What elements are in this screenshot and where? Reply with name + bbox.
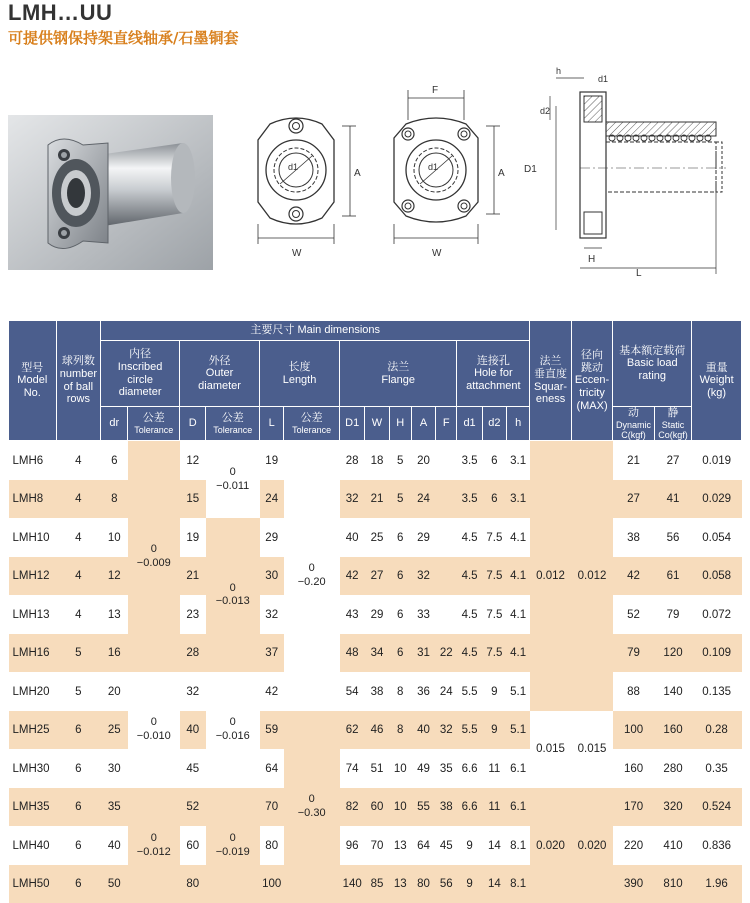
model-cell: LMH40 — [12, 839, 50, 852]
squareness-cell: 0.012 — [530, 441, 572, 711]
header-outer-diameter: 外径 Outer diameter — [180, 341, 260, 407]
eccentricity-cell: 0.015 — [571, 711, 613, 788]
cell-f: 22 — [436, 634, 457, 673]
cell-d1: 28 — [345, 454, 359, 467]
cell-h: 4.1 — [510, 608, 527, 621]
bearing-photo — [8, 115, 213, 270]
d-tolerance-cell: 0 −0.013 — [206, 518, 260, 672]
cell-f — [436, 595, 457, 634]
cell-f: 24 — [439, 685, 453, 698]
outer-d-cell: 52 — [180, 788, 206, 827]
header-squareness: 法兰 垂直度 Squar- eness — [530, 321, 572, 441]
cell-a: 36 — [417, 685, 430, 698]
cell-d2: 14 — [482, 865, 506, 903]
table-row — [9, 672, 742, 711]
cell-h: 5 — [389, 480, 411, 519]
dynamic-load-cell: 21 — [627, 454, 640, 467]
d2-label: d2 — [540, 106, 551, 116]
cell-d2: 7.5 — [482, 634, 506, 673]
side-d1-label: d1 — [598, 74, 609, 84]
cell-w: 29 — [370, 608, 384, 621]
dr-cell: 8 — [101, 480, 128, 519]
subheader-static: 静 Static Co(kgf) — [654, 407, 691, 441]
ball-rows-cell: 6 — [56, 865, 101, 903]
D1-label: D1 — [524, 164, 537, 175]
cell-d1: 6.6 — [461, 762, 478, 775]
subheader-F: F — [436, 407, 457, 441]
ball-rows-cell: 6 — [75, 839, 82, 852]
cell-w: 18 — [370, 454, 384, 467]
cell-d1: 96 — [345, 839, 359, 852]
model-cell: LMH25 — [9, 711, 57, 750]
ball-rows-cell: 4 — [75, 454, 82, 467]
squareness-cell: 0.015 — [530, 711, 572, 788]
length-cell: 70 — [260, 788, 284, 827]
cell-h: 3.1 — [507, 480, 530, 519]
table-row — [9, 788, 742, 827]
outer-d-cell: 12 — [186, 454, 200, 467]
dr-cell: 13 — [107, 608, 121, 621]
length-cell: 80 — [265, 839, 279, 852]
static-load-cell: 79 — [666, 608, 680, 621]
ball-rows-cell: 4 — [56, 480, 101, 519]
model-cell: LMH35 — [9, 788, 57, 827]
dr-cell: 40 — [107, 839, 121, 852]
outer-d-cell: 28 — [180, 634, 206, 673]
length-cell: 42 — [265, 685, 279, 698]
subheader-D-tolerance: 公差 Tolerance — [206, 407, 260, 441]
cell-w: 70 — [370, 839, 384, 852]
cell-d1: 6.6 — [457, 788, 482, 827]
cell-h: 5.1 — [510, 685, 527, 698]
header-flange: 法兰 Flange — [340, 341, 457, 407]
static-load-cell: 120 — [654, 634, 691, 673]
cell-f — [436, 480, 457, 519]
static-load-cell: 140 — [663, 685, 683, 698]
static-load-cell: 41 — [654, 480, 691, 519]
dynamic-load-cell: 100 — [613, 711, 655, 750]
d1-label-2: d1 — [428, 162, 439, 172]
cell-a: 24 — [411, 480, 435, 519]
static-load-cell: 810 — [654, 865, 691, 903]
length-cell: 59 — [260, 711, 284, 750]
a-label: A — [354, 168, 361, 179]
cell-a: 33 — [417, 608, 430, 621]
cell-d1: 43 — [345, 608, 359, 621]
model-cell: LMH20 — [12, 685, 50, 698]
dr-cell: 35 — [101, 788, 128, 827]
cell-d1: 5.5 — [457, 711, 482, 750]
cell-d2: 7.5 — [482, 557, 506, 596]
weight-cell: 0.836 — [702, 839, 732, 852]
weight-cell: 0.019 — [702, 454, 732, 467]
cell-a: 55 — [411, 788, 435, 827]
cell-a: 49 — [417, 762, 430, 775]
outer-d-cell: 15 — [180, 480, 206, 519]
header-length: 长度 Length — [260, 341, 340, 407]
d-tolerance-cell: 0 −0.011 — [206, 441, 260, 519]
eccentricity-cell: 0.012 — [571, 441, 613, 711]
cell-d1: 40 — [345, 531, 359, 544]
dr-cell: 12 — [101, 557, 128, 596]
cell-h: 6 — [397, 608, 404, 621]
outer-d-cell: 80 — [180, 865, 206, 903]
cell-f: 35 — [439, 762, 453, 775]
table-row — [9, 480, 742, 519]
cell-h: 6 — [397, 531, 404, 544]
length-cell: 37 — [260, 634, 284, 673]
cell-d1: 3.5 — [461, 454, 478, 467]
ball-rows-cell: 6 — [56, 788, 101, 827]
cell-d1: 4.5 — [461, 608, 478, 621]
weight-cell: 0.072 — [702, 608, 732, 621]
weight-cell: 0.054 — [702, 531, 732, 544]
cell-d1: 3.5 — [457, 480, 482, 519]
header-attachment-hole: 连接孔 Hole for attachment — [457, 341, 530, 407]
cell-a: 20 — [417, 454, 430, 467]
cell-f — [436, 557, 457, 596]
cell-d1: 74 — [345, 762, 359, 775]
product-subtitle: 可提供钢保持架直线轴承/石墨铜套 — [8, 29, 239, 47]
ball-rows-cell: 4 — [75, 531, 82, 544]
dynamic-load-cell: 79 — [613, 634, 655, 673]
cell-w: 60 — [365, 788, 389, 827]
outer-d-cell: 19 — [186, 531, 200, 544]
cell-d1: 5.5 — [461, 685, 478, 698]
a-label-2: A — [498, 168, 505, 179]
front-view-drawing — [250, 112, 368, 262]
cell-a: 29 — [417, 531, 430, 544]
cell-h: 8.1 — [510, 839, 527, 852]
cell-d2: 7.5 — [486, 531, 503, 544]
weight-cell: 0.109 — [692, 634, 742, 673]
cell-d1: 4.5 — [461, 531, 478, 544]
ball-rows-cell: 4 — [56, 557, 101, 596]
cell-f: 38 — [436, 788, 457, 827]
cell-h: 13 — [389, 865, 411, 903]
header-ball-rows: 球列数 number of ball rows — [56, 321, 101, 441]
cell-w: 27 — [365, 557, 389, 596]
dynamic-load-cell: 42 — [613, 557, 655, 596]
cell-h: 6 — [389, 634, 411, 673]
table-row — [9, 595, 742, 634]
subheader-dynamic: 动 Dynamic C(kgf) — [613, 407, 655, 441]
cell-h: 6 — [389, 557, 411, 596]
cell-w: 38 — [370, 685, 384, 698]
cell-w: 51 — [370, 762, 384, 775]
length-cell: 29 — [265, 531, 279, 544]
model-cell: LMH30 — [12, 762, 50, 775]
dimensions-table — [8, 320, 742, 903]
dynamic-load-cell: 88 — [627, 685, 640, 698]
cell-w: 34 — [365, 634, 389, 673]
weight-cell: 0.058 — [692, 557, 742, 596]
subheader-W: W — [365, 407, 389, 441]
cell-h: 4.1 — [507, 557, 530, 596]
dr-cell: 16 — [101, 634, 128, 673]
subheader-D: D — [180, 407, 206, 441]
l-tolerance-cell: 0 −0.30 — [284, 711, 340, 903]
cell-h: 5.1 — [507, 711, 530, 750]
weight-cell: 0.135 — [702, 685, 732, 698]
cell-h: 8 — [389, 711, 411, 750]
static-load-cell: 56 — [666, 531, 680, 544]
ball-rows-cell: 6 — [56, 711, 101, 750]
cell-h: 5 — [397, 454, 404, 467]
cell-d2: 11 — [488, 762, 501, 775]
header-eccentricity: 径向 跳动 Eccen- tricity (MAX) — [571, 321, 613, 441]
cell-a: 32 — [411, 557, 435, 596]
header-main-dimensions: 主要尺寸 Main dimensions — [101, 321, 530, 341]
static-load-cell: 280 — [663, 762, 683, 775]
front-view-square-drawing — [390, 80, 510, 262]
model-cell: LMH50 — [9, 865, 57, 903]
w-label: W — [292, 248, 302, 259]
cell-d1: 9 — [466, 839, 473, 852]
subheader-A: A — [411, 407, 435, 441]
outer-d-cell: 40 — [180, 711, 206, 750]
cell-f: 56 — [436, 865, 457, 903]
h-label: h — [556, 66, 562, 76]
header-load-rating: 基本额定载荷 Basic load rating — [613, 321, 692, 407]
ball-rows-cell: 5 — [56, 634, 101, 673]
dr-cell: 50 — [101, 865, 128, 903]
d1-label: d1 — [288, 162, 299, 172]
dynamic-load-cell: 52 — [627, 608, 640, 621]
header-weight: 重量 Weight (kg) — [692, 321, 742, 441]
cell-d1: 82 — [340, 788, 365, 827]
cell-h: 10 — [393, 762, 407, 775]
dr-tolerance-cell: 0 −0.010 — [128, 672, 180, 788]
dynamic-load-cell: 390 — [613, 865, 655, 903]
cell-h: 10 — [389, 788, 411, 827]
eccentricity-cell: 0.020 — [571, 788, 613, 903]
cell-d2: 7.5 — [486, 608, 503, 621]
cell-d1: 9 — [457, 865, 482, 903]
l-tolerance-cell: 0 −0.20 — [284, 441, 340, 711]
dr-cell: 25 — [101, 711, 128, 750]
dr-tolerance-cell: 0 −0.012 — [128, 788, 180, 903]
table-row — [9, 826, 742, 865]
length-cell: 100 — [260, 865, 284, 903]
table-row — [9, 711, 742, 750]
table-row — [9, 634, 742, 673]
static-load-cell: 61 — [654, 557, 691, 596]
subheader-dr: dr — [101, 407, 128, 441]
dynamic-load-cell: 38 — [627, 531, 640, 544]
H-label: H — [588, 254, 596, 265]
cell-a: 64 — [417, 839, 430, 852]
ball-rows-cell: 4 — [75, 608, 82, 621]
length-cell: 64 — [265, 762, 279, 775]
cell-d2: 6 — [482, 480, 506, 519]
ball-rows-cell: 5 — [75, 685, 82, 698]
static-load-cell: 27 — [666, 454, 680, 467]
cell-h: 6.1 — [507, 788, 530, 827]
dynamic-load-cell: 160 — [623, 762, 644, 775]
subheader-L-tolerance: 公差 Tolerance — [284, 407, 340, 441]
dr-cell: 30 — [107, 762, 121, 775]
cell-w: 25 — [370, 531, 384, 544]
side-section-drawing — [520, 62, 744, 280]
cell-d2: 9 — [491, 685, 498, 698]
cell-f: 32 — [436, 711, 457, 750]
cell-a: 31 — [411, 634, 435, 673]
cell-f — [436, 518, 457, 557]
weight-cell: 0.28 — [692, 711, 742, 750]
header-inner-diameter: 内径 Inscribed circle diameter — [101, 341, 180, 407]
d-tolerance-cell: 0 −0.019 — [206, 788, 260, 903]
length-cell: 19 — [265, 454, 279, 467]
cell-d2: 14 — [487, 839, 501, 852]
length-cell: 24 — [260, 480, 284, 519]
cell-d1: 54 — [345, 685, 359, 698]
subheader-D1: D1 — [340, 407, 365, 441]
cell-d1: 48 — [340, 634, 365, 673]
dr-cell: 10 — [107, 531, 121, 544]
cell-w: 85 — [365, 865, 389, 903]
cell-w: 46 — [365, 711, 389, 750]
cell-h: 8.1 — [507, 865, 530, 903]
cell-d1: 140 — [340, 865, 365, 903]
weight-cell: 0.524 — [692, 788, 742, 827]
cell-f — [436, 441, 457, 480]
subheader-d1: d1 — [457, 407, 482, 441]
weight-cell: 1.96 — [692, 865, 742, 903]
table-row — [9, 865, 742, 903]
weight-cell: 0.35 — [705, 762, 728, 775]
outer-d-cell: 32 — [186, 685, 200, 698]
cell-d2: 9 — [482, 711, 506, 750]
L-label: L — [636, 268, 642, 279]
table-row — [9, 557, 742, 596]
cell-d1: 4.5 — [457, 557, 482, 596]
model-cell: LMH6 — [12, 454, 44, 467]
cell-d2: 6 — [491, 454, 498, 467]
dynamic-load-cell: 27 — [613, 480, 655, 519]
model-cell: LMH13 — [12, 608, 50, 621]
table-row — [9, 518, 742, 557]
w-label-2: W — [432, 248, 442, 259]
dr-cell: 20 — [107, 685, 121, 698]
header-model: 型号 Model No. — [9, 321, 57, 441]
product-title: LMH…UU — [8, 0, 113, 25]
cell-d1: 4.5 — [457, 634, 482, 673]
model-cell: LMH16 — [9, 634, 57, 673]
model-cell: LMH12 — [9, 557, 57, 596]
dynamic-load-cell: 170 — [613, 788, 655, 827]
cell-h: 4.1 — [510, 531, 527, 544]
cell-d1: 32 — [340, 480, 365, 519]
dynamic-load-cell: 220 — [623, 839, 644, 852]
cell-d1: 62 — [340, 711, 365, 750]
model-cell: LMH8 — [9, 480, 57, 519]
cell-h: 8 — [397, 685, 404, 698]
cell-h: 13 — [393, 839, 407, 852]
static-load-cell: 160 — [654, 711, 691, 750]
subheader-dr-tolerance: 公差 Tolerance — [128, 407, 180, 441]
subheader-L: L — [260, 407, 284, 441]
subheader-h: h — [507, 407, 530, 441]
d-tolerance-cell: 0 −0.016 — [206, 672, 260, 788]
table-row — [9, 441, 742, 480]
cell-h: 3.1 — [510, 454, 527, 467]
subheader-H: H — [389, 407, 411, 441]
length-cell: 32 — [265, 608, 279, 621]
cell-w: 21 — [365, 480, 389, 519]
length-cell: 30 — [260, 557, 284, 596]
table-row — [9, 749, 742, 788]
squareness-cell: 0.020 — [530, 788, 572, 903]
static-load-cell: 410 — [663, 839, 683, 852]
cell-d2: 11 — [482, 788, 506, 827]
outer-d-cell: 45 — [186, 762, 200, 775]
cell-d1: 42 — [340, 557, 365, 596]
weight-cell: 0.029 — [692, 480, 742, 519]
cell-h: 4.1 — [507, 634, 530, 673]
outer-d-cell: 60 — [186, 839, 200, 852]
cell-h: 6.1 — [510, 762, 527, 775]
model-cell: LMH10 — [12, 531, 50, 544]
subheader-d2: d2 — [482, 407, 506, 441]
cell-a: 40 — [411, 711, 435, 750]
dr-tolerance-cell: 0 −0.009 — [128, 441, 180, 673]
outer-d-cell: 23 — [186, 608, 200, 621]
cell-a: 80 — [411, 865, 435, 903]
dr-cell: 6 — [111, 454, 118, 467]
ball-rows-cell: 6 — [75, 762, 82, 775]
outer-d-cell: 21 — [180, 557, 206, 596]
cell-f: 45 — [439, 839, 453, 852]
f-label: F — [432, 85, 439, 96]
static-load-cell: 320 — [654, 788, 691, 827]
